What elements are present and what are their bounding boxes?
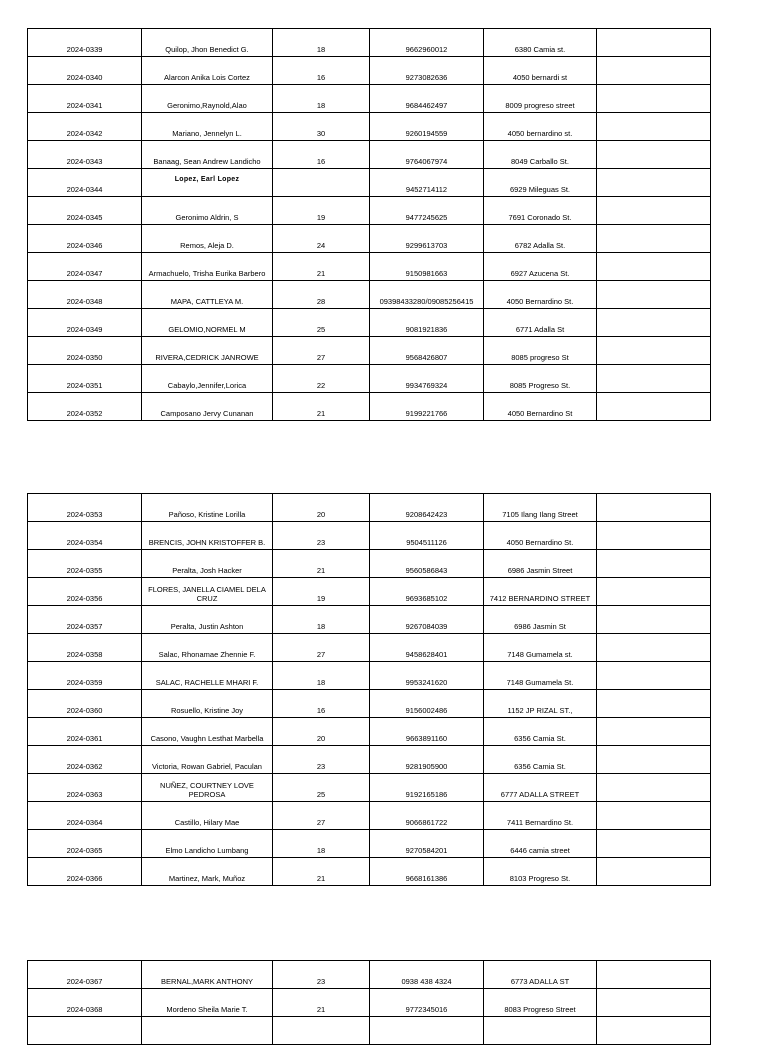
extra-cell: [597, 606, 711, 634]
name-cell: Casono, Vaughn Lesthat Marbella: [142, 718, 273, 746]
table-row: [28, 746, 711, 774]
phone-cell: 9281905900: [370, 746, 484, 774]
name-cell: Camposano Jervy Cunanan: [142, 393, 273, 421]
age-cell: 18: [273, 85, 370, 113]
record-id-cell: 2024-0365: [28, 830, 142, 858]
table-row: [28, 662, 711, 690]
address-cell: 4050 Bernardino St.: [484, 281, 597, 309]
name-cell: GELOMIO,NORMEL M: [142, 309, 273, 337]
record-id-cell: 2024-0340: [28, 57, 142, 85]
name-cell: Armachuelo, Trisha Eurika Barbero: [142, 253, 273, 281]
age-cell: 16: [273, 57, 370, 85]
table-row: [28, 494, 711, 522]
extra-cell: [597, 197, 711, 225]
table-row: [28, 550, 711, 578]
address-cell: 8083 Progreso Street: [484, 989, 597, 1017]
extra-cell: [597, 225, 711, 253]
record-id-cell: 2024-0339: [28, 29, 142, 57]
address-cell: 4050 bernardino st.: [484, 113, 597, 141]
address-cell: 4050 Bernardino St: [484, 393, 597, 421]
table-row: [28, 393, 711, 421]
phone-cell: 0938 438 4324: [370, 961, 484, 989]
name-cell: MAPA, CATTLEYA M.: [142, 281, 273, 309]
age-cell: 24: [273, 225, 370, 253]
table-row: [28, 113, 711, 141]
table-row: [28, 253, 711, 281]
table-row: [28, 85, 711, 113]
address-cell: 6446 camia street: [484, 830, 597, 858]
name-cell: NUÑEZ, COURTNEY LOVE PEDROSA: [142, 774, 273, 802]
age-cell: 25: [273, 309, 370, 337]
name-cell: Banaag, Sean Andrew Landicho: [142, 141, 273, 169]
table-row: [28, 634, 711, 662]
age-cell: 19: [273, 578, 370, 606]
extra-cell: [597, 746, 711, 774]
age-cell: 28: [273, 281, 370, 309]
name-cell: Peralta, Josh Hacker: [142, 550, 273, 578]
record-id-cell: 2024-0364: [28, 802, 142, 830]
address-cell: 6986 Jasmin Street: [484, 550, 597, 578]
record-id-cell: 2024-0354: [28, 522, 142, 550]
age-cell: 18: [273, 662, 370, 690]
extra-cell: [597, 141, 711, 169]
age-cell: 16: [273, 690, 370, 718]
records-table-2: [27, 493, 711, 886]
name-cell: FLORES, JANELLA CIAMEL DELA CRUZ: [142, 578, 273, 606]
address-cell: 6929 Mileguas St.: [484, 169, 597, 197]
phone-cell: 9568426807: [370, 337, 484, 365]
table-row: [28, 337, 711, 365]
phone-cell: 9693685102: [370, 578, 484, 606]
records-table-1: [27, 28, 711, 421]
age-cell: 30: [273, 113, 370, 141]
phone-cell: 9764067974: [370, 141, 484, 169]
age-cell: 19: [273, 197, 370, 225]
name-cell: Remos, Aleja D.: [142, 225, 273, 253]
record-id-cell: 2024-0363: [28, 774, 142, 802]
address-cell: 6771 Adalla St: [484, 309, 597, 337]
records-table-3: [27, 960, 711, 1045]
record-id-cell: 2024-0359: [28, 662, 142, 690]
extra-cell: [597, 309, 711, 337]
address-cell: 8049 Carballo St.: [484, 141, 597, 169]
extra-cell: [597, 522, 711, 550]
address-cell: 7691 Coronado St.: [484, 197, 597, 225]
extra-cell: [597, 634, 711, 662]
phone-cell: 9208642423: [370, 494, 484, 522]
phone-cell: 9150981663: [370, 253, 484, 281]
table-row: [28, 169, 711, 197]
extra-cell: [597, 57, 711, 85]
name-cell: Cabaylo,Jennifer,Lorica: [142, 365, 273, 393]
address-cell: 8009 progreso street: [484, 85, 597, 113]
extra-cell: [597, 858, 711, 886]
phone-cell: 9477245625: [370, 197, 484, 225]
record-id-cell: 2024-0368: [28, 989, 142, 1017]
record-id-cell: 2024-0360: [28, 690, 142, 718]
record-id-cell: 2024-0361: [28, 718, 142, 746]
age-cell: 23: [273, 522, 370, 550]
extra-cell: [597, 718, 711, 746]
address-cell: 6986 Jasmin St: [484, 606, 597, 634]
phone-cell: 9662960012: [370, 29, 484, 57]
phone-cell: 9458628401: [370, 634, 484, 662]
phone-cell: [370, 1017, 484, 1045]
address-cell: 7148 Gumamela st.: [484, 634, 597, 662]
age-cell: 16: [273, 141, 370, 169]
extra-cell: [597, 550, 711, 578]
address-cell: 7411 Bernardino St.: [484, 802, 597, 830]
phone-cell: 9260194559: [370, 113, 484, 141]
table-row: [28, 802, 711, 830]
table-row: [28, 57, 711, 85]
extra-cell: [597, 29, 711, 57]
age-cell: 20: [273, 494, 370, 522]
extra-cell: [597, 253, 711, 281]
table-row: [28, 141, 711, 169]
age-cell: 20: [273, 718, 370, 746]
table-row: [28, 522, 711, 550]
record-id-cell: 2024-0366: [28, 858, 142, 886]
name-cell: Elmo Landicho Lumbang: [142, 830, 273, 858]
phone-cell: 9668161386: [370, 858, 484, 886]
name-cell: Mariano, Jennelyn L.: [142, 113, 273, 141]
address-cell: 7148 Gumamela St.: [484, 662, 597, 690]
extra-cell: [597, 662, 711, 690]
extra-cell: [597, 494, 711, 522]
extra-cell: [597, 169, 711, 197]
name-cell: Salac, Rhonamae Zhennie F.: [142, 634, 273, 662]
phone-cell: 9663891160: [370, 718, 484, 746]
name-cell: Martinez, Mark, Muñoz: [142, 858, 273, 886]
phone-cell: 9066861722: [370, 802, 484, 830]
name-cell: Mordeno Sheila Marie T.: [142, 989, 273, 1017]
address-cell: 6927 Azucena St.: [484, 253, 597, 281]
extra-cell: [597, 961, 711, 989]
name-cell: Victoria, Rowan Gabriel, Paculan: [142, 746, 273, 774]
table-row: [28, 858, 711, 886]
extra-cell: [597, 774, 711, 802]
name-cell: RIVERA,CEDRICK JANROWE: [142, 337, 273, 365]
phone-cell: 9156002486: [370, 690, 484, 718]
table-row: [28, 989, 711, 1017]
record-id-cell: 2024-0345: [28, 197, 142, 225]
phone-cell: 9684462497: [370, 85, 484, 113]
age-cell: 21: [273, 550, 370, 578]
phone-cell: 9192165186: [370, 774, 484, 802]
table-row: [28, 830, 711, 858]
address-cell: 1152 JP RIZAL ST.,: [484, 690, 597, 718]
table-row: [28, 961, 711, 989]
age-cell: 21: [273, 858, 370, 886]
record-id-cell: 2024-0347: [28, 253, 142, 281]
table-row: [28, 197, 711, 225]
name-cell: Castillo, Hilary Mae: [142, 802, 273, 830]
name-cell: Rosuello, Kristine Joy: [142, 690, 273, 718]
extra-cell: [597, 1017, 711, 1045]
name-cell: Geronimo Aldrin, S: [142, 197, 273, 225]
age-cell: 27: [273, 634, 370, 662]
age-cell: 21: [273, 989, 370, 1017]
address-cell: 8103 Progreso St.: [484, 858, 597, 886]
record-id-cell: 2024-0362: [28, 746, 142, 774]
age-cell: [273, 169, 370, 197]
name-cell: Pañoso, Kristine Lorilla: [142, 494, 273, 522]
address-cell: 8085 Progreso St.: [484, 365, 597, 393]
age-cell: [273, 1017, 370, 1045]
phone-cell: 9560586843: [370, 550, 484, 578]
extra-cell: [597, 393, 711, 421]
age-cell: 21: [273, 253, 370, 281]
extra-cell: [597, 113, 711, 141]
name-cell: BRENCIS, JOHN KRISTOFFER B.: [142, 522, 273, 550]
address-cell: 6380 Camia st.: [484, 29, 597, 57]
extra-cell: [597, 690, 711, 718]
record-id-cell: 2024-0358: [28, 634, 142, 662]
age-cell: 18: [273, 29, 370, 57]
extra-cell: [597, 281, 711, 309]
address-cell: 6782 Adalla St.: [484, 225, 597, 253]
age-cell: 21: [273, 393, 370, 421]
phone-cell: 9452714112: [370, 169, 484, 197]
phone-cell: 9273082636: [370, 57, 484, 85]
address-cell: 6356 Camia St.: [484, 746, 597, 774]
record-id-cell: 2024-0346: [28, 225, 142, 253]
table-row: [28, 1017, 711, 1045]
address-cell: 7105 Ilang Ilang Street: [484, 494, 597, 522]
phone-cell: 9081921836: [370, 309, 484, 337]
table-row: [28, 606, 711, 634]
table-row: [28, 718, 711, 746]
age-cell: 25: [273, 774, 370, 802]
table-row: [28, 578, 711, 606]
name-cell: BERNAL,MARK ANTHONY: [142, 961, 273, 989]
table-row: [28, 225, 711, 253]
record-id-cell: 2024-0355: [28, 550, 142, 578]
address-cell: 6356 Camia St.: [484, 718, 597, 746]
extra-cell: [597, 365, 711, 393]
phone-cell: 9934769324: [370, 365, 484, 393]
record-id-cell: 2024-0349: [28, 309, 142, 337]
name-cell: Alarcon Anika Lois Cortez: [142, 57, 273, 85]
record-id-cell: 2024-0342: [28, 113, 142, 141]
name-cell: Geronimo,Raynold,Alao: [142, 85, 273, 113]
phone-cell: 9772345016: [370, 989, 484, 1017]
age-cell: 18: [273, 606, 370, 634]
record-id-cell: 2024-0351: [28, 365, 142, 393]
address-cell: 6773 ADALLA ST: [484, 961, 597, 989]
record-id-cell: 2024-0348: [28, 281, 142, 309]
record-id-cell: 2024-0353: [28, 494, 142, 522]
address-cell: 4050 bernardi st: [484, 57, 597, 85]
extra-cell: [597, 337, 711, 365]
extra-cell: [597, 989, 711, 1017]
address-cell: 8085 progreso St: [484, 337, 597, 365]
phone-cell: 9270584201: [370, 830, 484, 858]
phone-cell: 09398433280/09085256415: [370, 281, 484, 309]
table-row: [28, 281, 711, 309]
age-cell: 18: [273, 830, 370, 858]
record-id-cell: 2024-0350: [28, 337, 142, 365]
name-cell: SALAC, RACHELLE MHARI F.: [142, 662, 273, 690]
name-cell: Lopez, Earl Lopez: [142, 169, 273, 197]
record-id-cell: 2024-0344: [28, 169, 142, 197]
age-cell: 22: [273, 365, 370, 393]
name-cell: [142, 1017, 273, 1045]
record-id-cell: [28, 1017, 142, 1045]
address-cell: 6777 ADALLA STREET: [484, 774, 597, 802]
age-cell: 23: [273, 746, 370, 774]
age-cell: 27: [273, 337, 370, 365]
extra-cell: [597, 578, 711, 606]
record-id-cell: 2024-0341: [28, 85, 142, 113]
record-id-cell: 2024-0356: [28, 578, 142, 606]
phone-cell: 9267084039: [370, 606, 484, 634]
record-id-cell: 2024-0357: [28, 606, 142, 634]
table-row: [28, 29, 711, 57]
name-cell: Quilop, Jhon Benedict G.: [142, 29, 273, 57]
name-cell: Peralta, Justin Ashton: [142, 606, 273, 634]
table-row: [28, 309, 711, 337]
record-id-cell: 2024-0352: [28, 393, 142, 421]
record-id-cell: 2024-0343: [28, 141, 142, 169]
extra-cell: [597, 85, 711, 113]
age-cell: 23: [273, 961, 370, 989]
extra-cell: [597, 830, 711, 858]
address-cell: 4050 Bernardino St.: [484, 522, 597, 550]
table-row: [28, 774, 711, 802]
phone-cell: 9199221766: [370, 393, 484, 421]
record-id-cell: 2024-0367: [28, 961, 142, 989]
phone-cell: 9299613703: [370, 225, 484, 253]
address-cell: 7412 BERNARDINO STREET: [484, 578, 597, 606]
extra-cell: [597, 802, 711, 830]
phone-cell: 9953241620: [370, 662, 484, 690]
address-cell: [484, 1017, 597, 1045]
phone-cell: 9504511126: [370, 522, 484, 550]
table-row: [28, 365, 711, 393]
age-cell: 27: [273, 802, 370, 830]
table-row: [28, 690, 711, 718]
